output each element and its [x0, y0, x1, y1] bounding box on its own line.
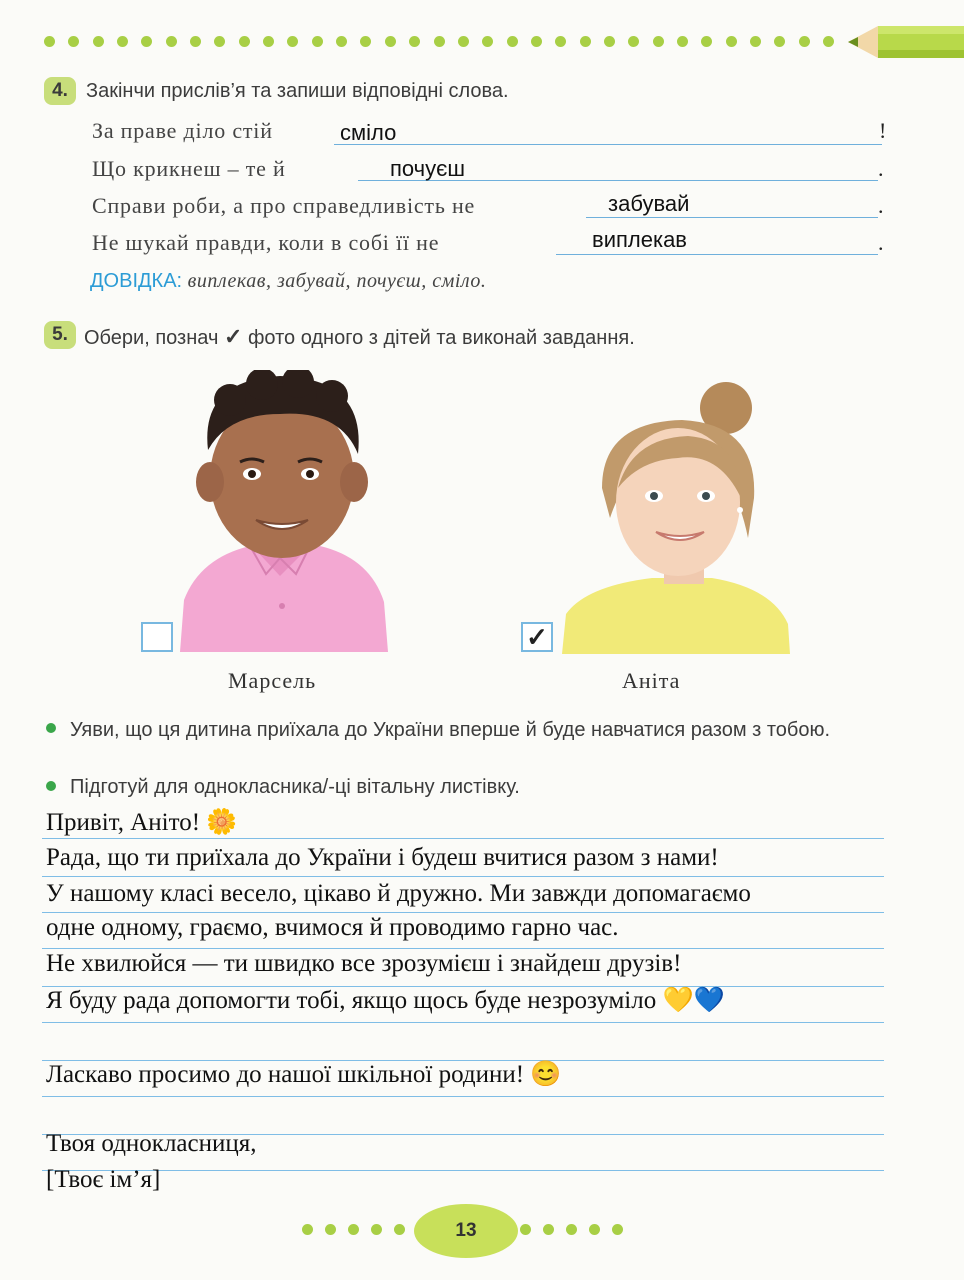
- decor-dot: [799, 36, 810, 47]
- letter-greeting[interactable]: Привіт, Аніто! 🌼: [46, 809, 238, 836]
- task5-instruction-before: Обери, познач: [84, 327, 219, 349]
- bullet-dot: [46, 781, 56, 791]
- proverb-3-punct: .: [878, 193, 884, 218]
- decor-dot: [44, 36, 55, 47]
- decor-dot: [531, 36, 542, 47]
- letter-line-5[interactable]: Я буду рада допомогти тобі, якщо щось буде незрозуміло 💛💙: [46, 987, 725, 1014]
- pencil-icon: [848, 22, 964, 62]
- anita-checkbox[interactable]: ✓: [521, 622, 553, 652]
- letter-line-3[interactable]: одне одному, граємо, вчимося й проводимо гарно час.: [46, 914, 619, 941]
- decor-dot: [628, 36, 639, 47]
- letter-closing[interactable]: Твоя однокласниця,: [46, 1130, 257, 1157]
- decor-dot: [360, 36, 371, 47]
- writing-line: [42, 1170, 884, 1171]
- decor-dot: [117, 36, 128, 47]
- decor-dot: [93, 36, 104, 47]
- decor-dot: [701, 36, 712, 47]
- proverb-4-text: Не шукай правди, коли в собі її не: [92, 230, 440, 255]
- top-dotted-rule: [44, 34, 834, 48]
- decor-dot: [312, 36, 323, 47]
- bullet-dot: [46, 723, 56, 733]
- task4-instruction: Закінчи прислів’я та запиши відповідні слова.: [86, 80, 509, 102]
- decor-dot: [434, 36, 445, 47]
- decor-dot: [385, 36, 396, 47]
- decor-dot: [774, 36, 785, 47]
- decor-dot: [823, 36, 834, 47]
- decor-dot: [677, 36, 688, 47]
- bullet-1-text: Уяви, що ця дитина приїхала до України вперше й буде навчатися разом з тобою.: [70, 719, 831, 741]
- proverb-1-text: За праве діло стій: [92, 118, 273, 143]
- decor-dot: [239, 36, 250, 47]
- writing-line: [42, 912, 884, 913]
- letter-line-1[interactable]: Рада, що ти приїхала до України і будеш вчитися разом з нами!: [46, 844, 719, 871]
- task4-number-badge: 4.: [44, 77, 76, 105]
- decor-dot: [263, 36, 274, 47]
- decor-dot: [555, 36, 566, 47]
- letter-line-2[interactable]: У нашому класі весело, цікаво й дружно. Ми завжди допомагаємо: [46, 880, 751, 907]
- proverb-3-answer-line[interactable]: [586, 217, 878, 218]
- proverb-3-answer[interactable]: забувай: [608, 191, 690, 216]
- decor-dot: [750, 36, 761, 47]
- decor-dot: [287, 36, 298, 47]
- decor-dot: [141, 36, 152, 47]
- photo-anita: [562, 378, 790, 654]
- proverb-2-punct: .: [878, 156, 884, 181]
- bullet-2-text: Підготуй для однокласника/-ці вітальну листівку.: [70, 776, 520, 798]
- child-name-marsel: Марсель: [228, 668, 317, 693]
- writing-line: [42, 876, 884, 877]
- writing-line: [42, 1096, 884, 1097]
- proverb-1-punct: !: [879, 118, 887, 143]
- reference-words: виплекав, забувай, почуєш, сміло.: [187, 270, 487, 292]
- letter-line-6[interactable]: Ласкаво просимо до нашої шкільної родини! 😊: [46, 1061, 562, 1088]
- writing-line: [42, 948, 884, 949]
- proverb-1-answer[interactable]: сміло: [340, 120, 397, 145]
- decor-dot: [604, 36, 615, 47]
- proverb-1-answer-line[interactable]: [334, 144, 882, 145]
- decor-dot: [190, 36, 201, 47]
- decor-dot: [580, 36, 591, 47]
- decor-dot: [458, 36, 469, 47]
- proverb-2-text: Що крикнеш – те й: [92, 156, 286, 181]
- proverb-4-answer[interactable]: виплекав: [592, 227, 687, 252]
- decor-dot: [507, 36, 518, 47]
- task5-instruction-after: фото одного з дітей та виконай завдання.: [247, 327, 635, 349]
- decor-dot: [214, 36, 225, 47]
- proverb-3-text: Справи роби, а про справедливість не: [92, 193, 476, 218]
- decor-dot: [482, 36, 493, 47]
- decor-dot: [68, 36, 79, 47]
- writing-line: [42, 838, 884, 839]
- proverb-2-answer[interactable]: почуєш: [390, 156, 466, 181]
- letter-signature[interactable]: [Твоє ім’я]: [46, 1166, 161, 1193]
- marsel-checkbox[interactable]: [141, 622, 173, 652]
- letter-line-4[interactable]: Не хвилюйся — ти швидко все зрозумієш і знайдеш друзів!: [46, 950, 682, 977]
- page-number: 13: [414, 1204, 518, 1258]
- decor-dot: [409, 36, 420, 47]
- reference-label: ДОВІДКА:: [90, 270, 183, 292]
- check-mark-icon: ✓: [223, 324, 243, 349]
- decor-dot: [166, 36, 177, 47]
- proverb-4-punct: .: [878, 230, 884, 255]
- footer-dots-left: [302, 1224, 405, 1235]
- decor-dot: [726, 36, 737, 47]
- proverb-4-answer-line[interactable]: [556, 254, 878, 255]
- footer-dots-right: [520, 1224, 623, 1235]
- task5-instruction: [84, 324, 635, 350]
- decor-dot: [653, 36, 664, 47]
- child-name-anita: Аніта: [622, 668, 681, 693]
- reference-box: [90, 270, 486, 293]
- writing-line: [42, 1022, 884, 1023]
- task5-number-badge: 5.: [44, 321, 76, 349]
- decor-dot: [336, 36, 347, 47]
- photo-marsel: [170, 370, 392, 652]
